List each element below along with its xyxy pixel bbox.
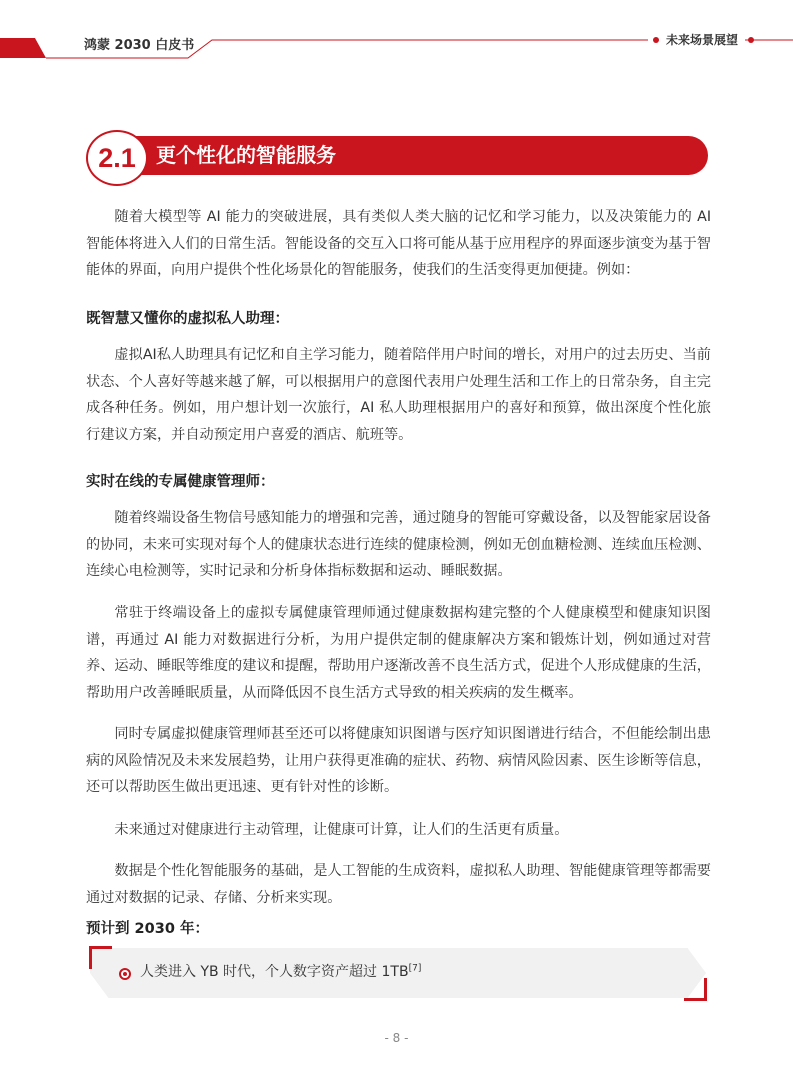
- section-title: 更个性化的智能服务: [156, 143, 336, 167]
- forecast-item: [140, 962, 421, 982]
- health-paragraph-4: 未来通过对健康进行主动管理，让健康可计算，让人们的生活更有质量。: [114, 822, 569, 838]
- header-dot-left: [653, 37, 659, 43]
- citation-ref[interactable]: [7]: [408, 963, 422, 974]
- callout-corner-top-left: [89, 946, 112, 969]
- page-number: - 8 -: [384, 1031, 409, 1045]
- health-paragraph-3: 同时专属虚拟健康管理师甚至还可以将健康知识图谱与医疗知识图谱进行结合，不但能绘制出患病的风险情况及未来发展趋势，让用户获得更准确的症状、药物、病情风险因素、医生诊断等信息，还可以帮助医生做出更迅速、更有针对性的诊断。: [86, 726, 711, 795]
- target-bullet-icon: [119, 968, 131, 980]
- header-section-label: 未来场景展望: [665, 33, 738, 47]
- intro-paragraph: 随着大模型等 AI 能力的突破进展，具有类似人类大脑的记忆和学习能力，以及决策能力的 AI 智能体将进入人们的日常生活。智能设备的交互入口将可能从基于应用程序的界面逐步演变为基于智能体的界面，向用户提供个性化场景化的智能服务，使我们的生活变得更加便捷。例如：: [86, 209, 711, 278]
- header-dot-right: [748, 37, 754, 43]
- forecast-heading: 预计到 2030 年：: [86, 921, 209, 937]
- assistant-paragraph: 虚拟AI私人助理具有记忆和自主学习能力，随着陪伴用户时间的增长，对用户的过去历史、当前状态、个人喜好等越来越了解，可以根据用户的意图代表用户处理生活和工作上的日常杂务，自主完成各种任务。例如，用户想计划一次旅行，AI 私人助理根据用户的喜好和预算，做出深度个性化旅行建议方案，并自动预定用户喜爱的酒店、航班等。: [86, 347, 711, 443]
- health-paragraph-1: 随着终端设备生物信号感知能力的增强和完善，通过随身的智能可穿戴设备，以及智能家居设备的协同，未来可实现对每个人的健康状态进行连续的健康检测，例如无创血糖检测、连续血压检测、连续心电检测等，实时记录和分析身体指标数据和运动、睡眠数据。: [86, 510, 711, 579]
- health-heading: 实时在线的专属健康管理师：: [86, 474, 275, 490]
- assistant-heading: 既智慧又懂你的虚拟私人助理：: [86, 311, 289, 327]
- callout-corner-bottom-right: [684, 978, 707, 1001]
- section-number-badge: [86, 130, 148, 186]
- forecast-item-text: 人类进入 YB 时代，个人数字资产超过 1TB: [140, 964, 409, 980]
- section-number: 2.1: [98, 142, 136, 173]
- health-paragraph-2: 常驻于终端设备上的虚拟专属健康管理师通过健康数据构建完整的个人健康模型和健康知识图谱，再通过 AI 能力对数据进行分析，为用户提供定制的健康解决方案和锻炼计划，例如通过对营养、运动、睡眠等维度的建议和提醒，帮助用户逐渐改善不良生活方式，促进个人形成健康的生活，帮助用户改善睡眠质量，从而降低因不良生活方式导致的相关疾病的发生概率。: [86, 605, 711, 701]
- header-title: 鸿蒙 2030 白皮书: [84, 38, 195, 53]
- health-paragraph-5: 数据是个性化智能服务的基础，是人工智能的生成资料，虚拟私人助理、智能健康管理等都需要通过对数据的记录、存储、分析来实现。: [86, 863, 711, 906]
